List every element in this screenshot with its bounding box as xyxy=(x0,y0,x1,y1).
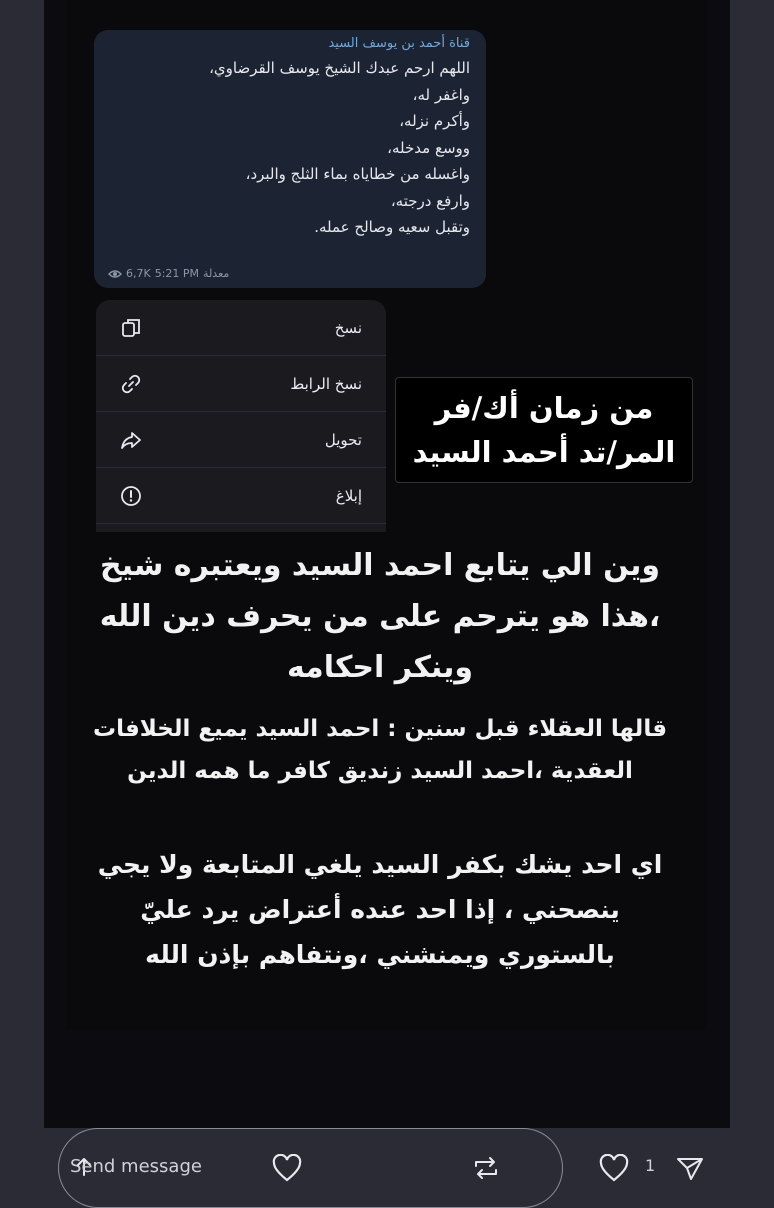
message-line: ووسع مدخله، xyxy=(387,138,470,157)
message-line: وأكرم نزله، xyxy=(399,112,470,130)
message-line: واغفر له، xyxy=(412,85,470,104)
edited-label: معدلة xyxy=(203,267,230,280)
menu-item-forward[interactable] xyxy=(96,412,386,468)
overlay-caption xyxy=(395,377,693,483)
eye-icon xyxy=(108,269,122,279)
menu-label: إبلاغ xyxy=(335,486,362,505)
menu-label: نسخ xyxy=(334,318,362,337)
message-line: واغسله من خطاياه بماء الثلج والبرد، xyxy=(245,165,470,183)
like-count: 1 xyxy=(645,1156,656,1175)
link-icon xyxy=(118,371,144,397)
copy-icon xyxy=(118,315,144,341)
send-icon[interactable] xyxy=(670,1148,710,1188)
menu-item-copy-link[interactable] xyxy=(96,356,386,412)
reply-input[interactable] xyxy=(68,1150,272,1182)
menu-item-report[interactable] xyxy=(96,468,386,524)
story-text-block: اي احد يشك بكفر السيد يلغي المتابعة ولا يجي ينصحني ، إذا احد عنده أعتراض يرد عليّ بالستوري ويمنشني ،ونتفاهم بإذن الله xyxy=(97,850,663,969)
channel-name: قناة أحمد بن يوسف السيد xyxy=(328,36,470,51)
context-menu xyxy=(96,300,386,532)
forward-icon xyxy=(118,427,144,453)
overlay-line: المر/تد أحمد السيد xyxy=(412,435,676,469)
heart-icon[interactable] xyxy=(267,1148,307,1188)
telegram-message-bubble xyxy=(94,30,486,288)
menu-label: نسخ الرابط xyxy=(290,374,362,393)
menu-label: تحويل xyxy=(324,430,362,449)
report-icon xyxy=(118,483,144,509)
story-text-block: قالها العقلاء قبل سنين : احمد السيد يميع الخلافات العقدية ،احمد السيد زنديق كافر ما همه الدين xyxy=(92,716,668,784)
like-icon[interactable] xyxy=(594,1148,634,1188)
story-text-block: وين الي يتابع احمد السيد ويعتبره شيخ ،هذا هو يترحم على من يحرف دين الله وينكر احكامه xyxy=(99,548,661,685)
message-line: وتقبل سعيه وصالح عمله. xyxy=(314,218,470,236)
view-count: 6,7K xyxy=(126,267,151,280)
menu-item-copy[interactable] xyxy=(96,300,386,356)
overlay-line: من زمان أك/فر xyxy=(434,391,654,425)
repost-icon[interactable] xyxy=(466,1148,506,1188)
message-time: 5:21 PM xyxy=(154,267,200,280)
message-line: وارفع درجته، xyxy=(390,191,470,210)
message-meta xyxy=(108,267,229,280)
message-line: اللهم ارحم عبدك الشيخ يوسف القرضاوي، xyxy=(209,59,470,77)
